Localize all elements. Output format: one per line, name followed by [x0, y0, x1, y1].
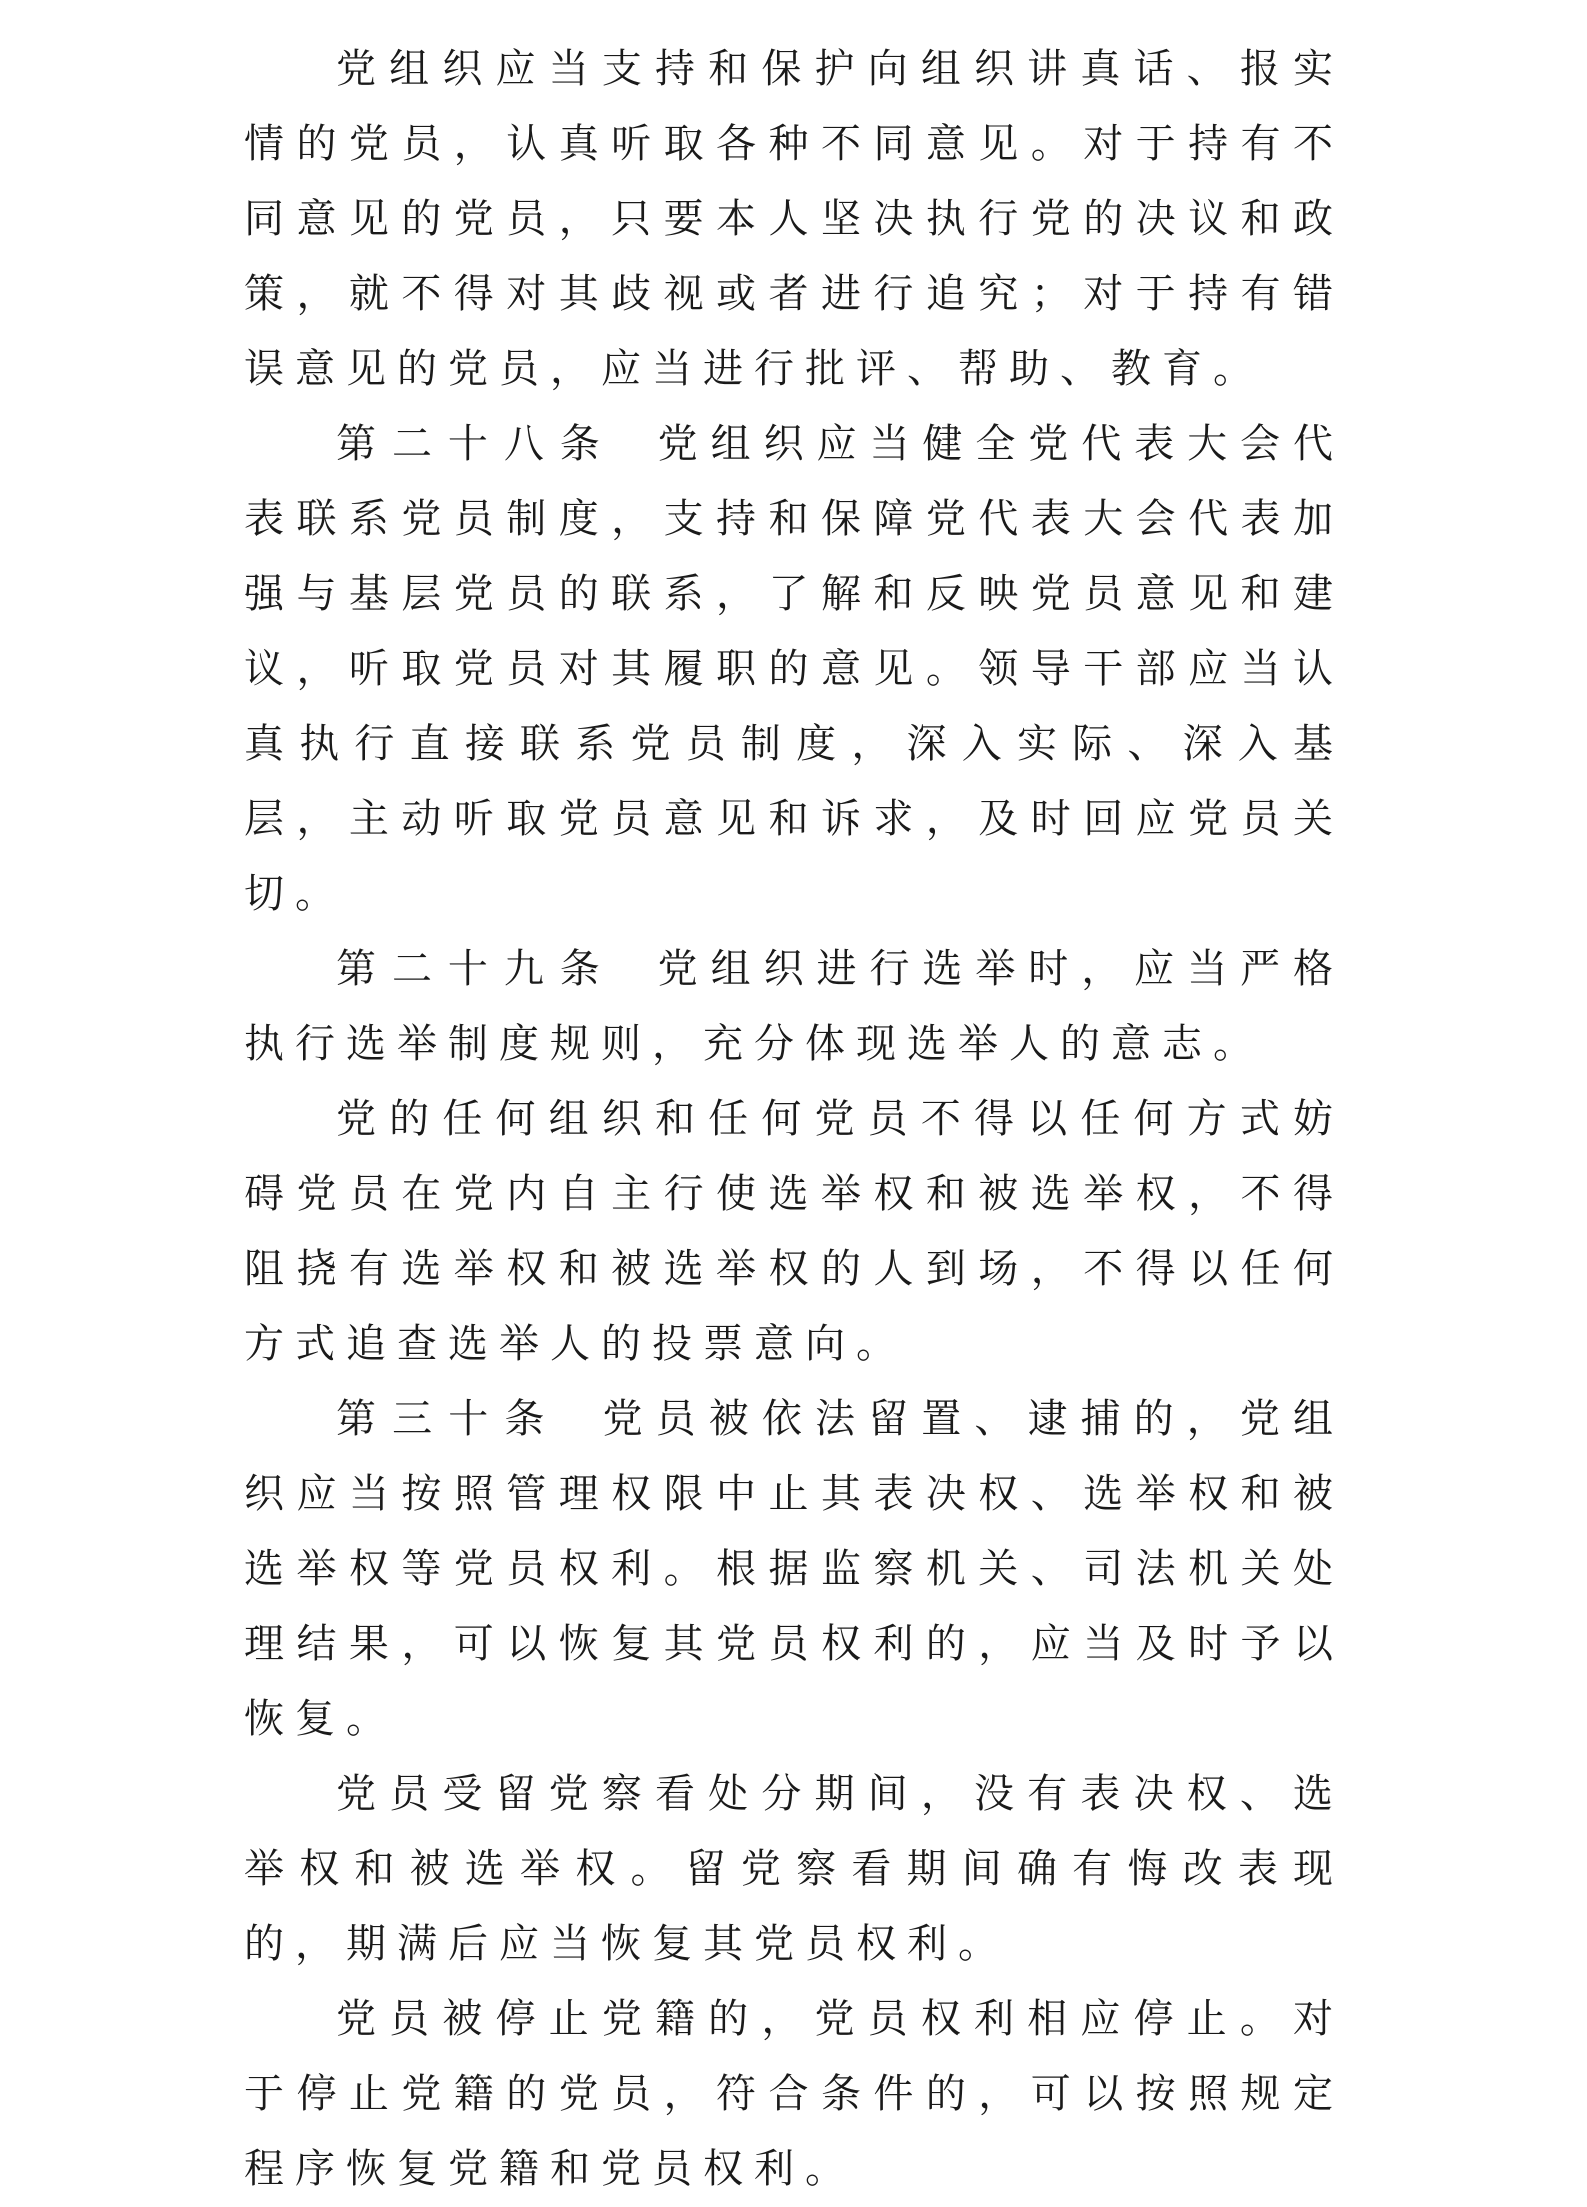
paragraph-3 [244, 932, 1344, 1082]
paragraph-7 [244, 1982, 1344, 2207]
paragraph-text: 党员受留党察看处分期间，没有表决权、选举权和被选举权。留党察看期间确有悔改表现的，期满后应当恢复其党员权利。 [244, 1771, 1344, 1967]
paragraph-text: 党组织进行选举时，应当严格执行选举制度规则，充分体现选举人的意志。 [244, 946, 1345, 1067]
paragraph-4 [244, 1082, 1344, 1382]
article-number: 第三十条 [336, 1396, 561, 1442]
article-number: 第二十八条 [336, 421, 616, 467]
article-number: 第二十九条 [336, 946, 616, 992]
paragraph-text: 党组织应当支持和保护向组织讲真话、报实情的党员，认真听取各种不同意见。对于持有不同意见的党员，只要本人坚决执行党的决议和政策，就不得对其歧视或者进行追究；对于持有错误意见的党员，应当进行批评、帮助、教育。 [244, 46, 1344, 392]
document-body [244, 32, 1344, 2207]
paragraph-5 [244, 1382, 1344, 1757]
paragraph-text: 党员被停止党籍的，党员权利相应停止。对于停止党籍的党员，符合条件的，可以按照规定程序恢复党籍和党员权利。 [244, 1996, 1344, 2192]
paragraph-text: 党员被依法留置、逮捕的，党组织应当按照管理权限中止其表决权、选举权和被选举权等党员权利。根据监察机关、司法机关处理结果，可以恢复其党员权利的，应当及时予以恢复。 [244, 1396, 1345, 1742]
paragraph-6 [244, 1757, 1344, 1982]
paragraph-2 [244, 407, 1344, 932]
paragraph-text: 党组织应当健全党代表大会代表联系党员制度，支持和保障党代表大会代表加强与基层党员的联系，了解和反映党员意见和建议，听取党员对其履职的意见。领导干部应当认真执行直接联系党员制度，深入实际、深入基层，主动听取党员意见和诉求，及时回应党员关切。 [244, 421, 1345, 917]
paragraph-1 [244, 32, 1344, 407]
paragraph-text: 党的任何组织和任何党员不得以任何方式妨碍党员在党内自主行使选举权和被选举权，不得阻挠有选举权和被选举权的人到场，不得以任何方式追查选举人的投票意向。 [244, 1096, 1344, 1367]
